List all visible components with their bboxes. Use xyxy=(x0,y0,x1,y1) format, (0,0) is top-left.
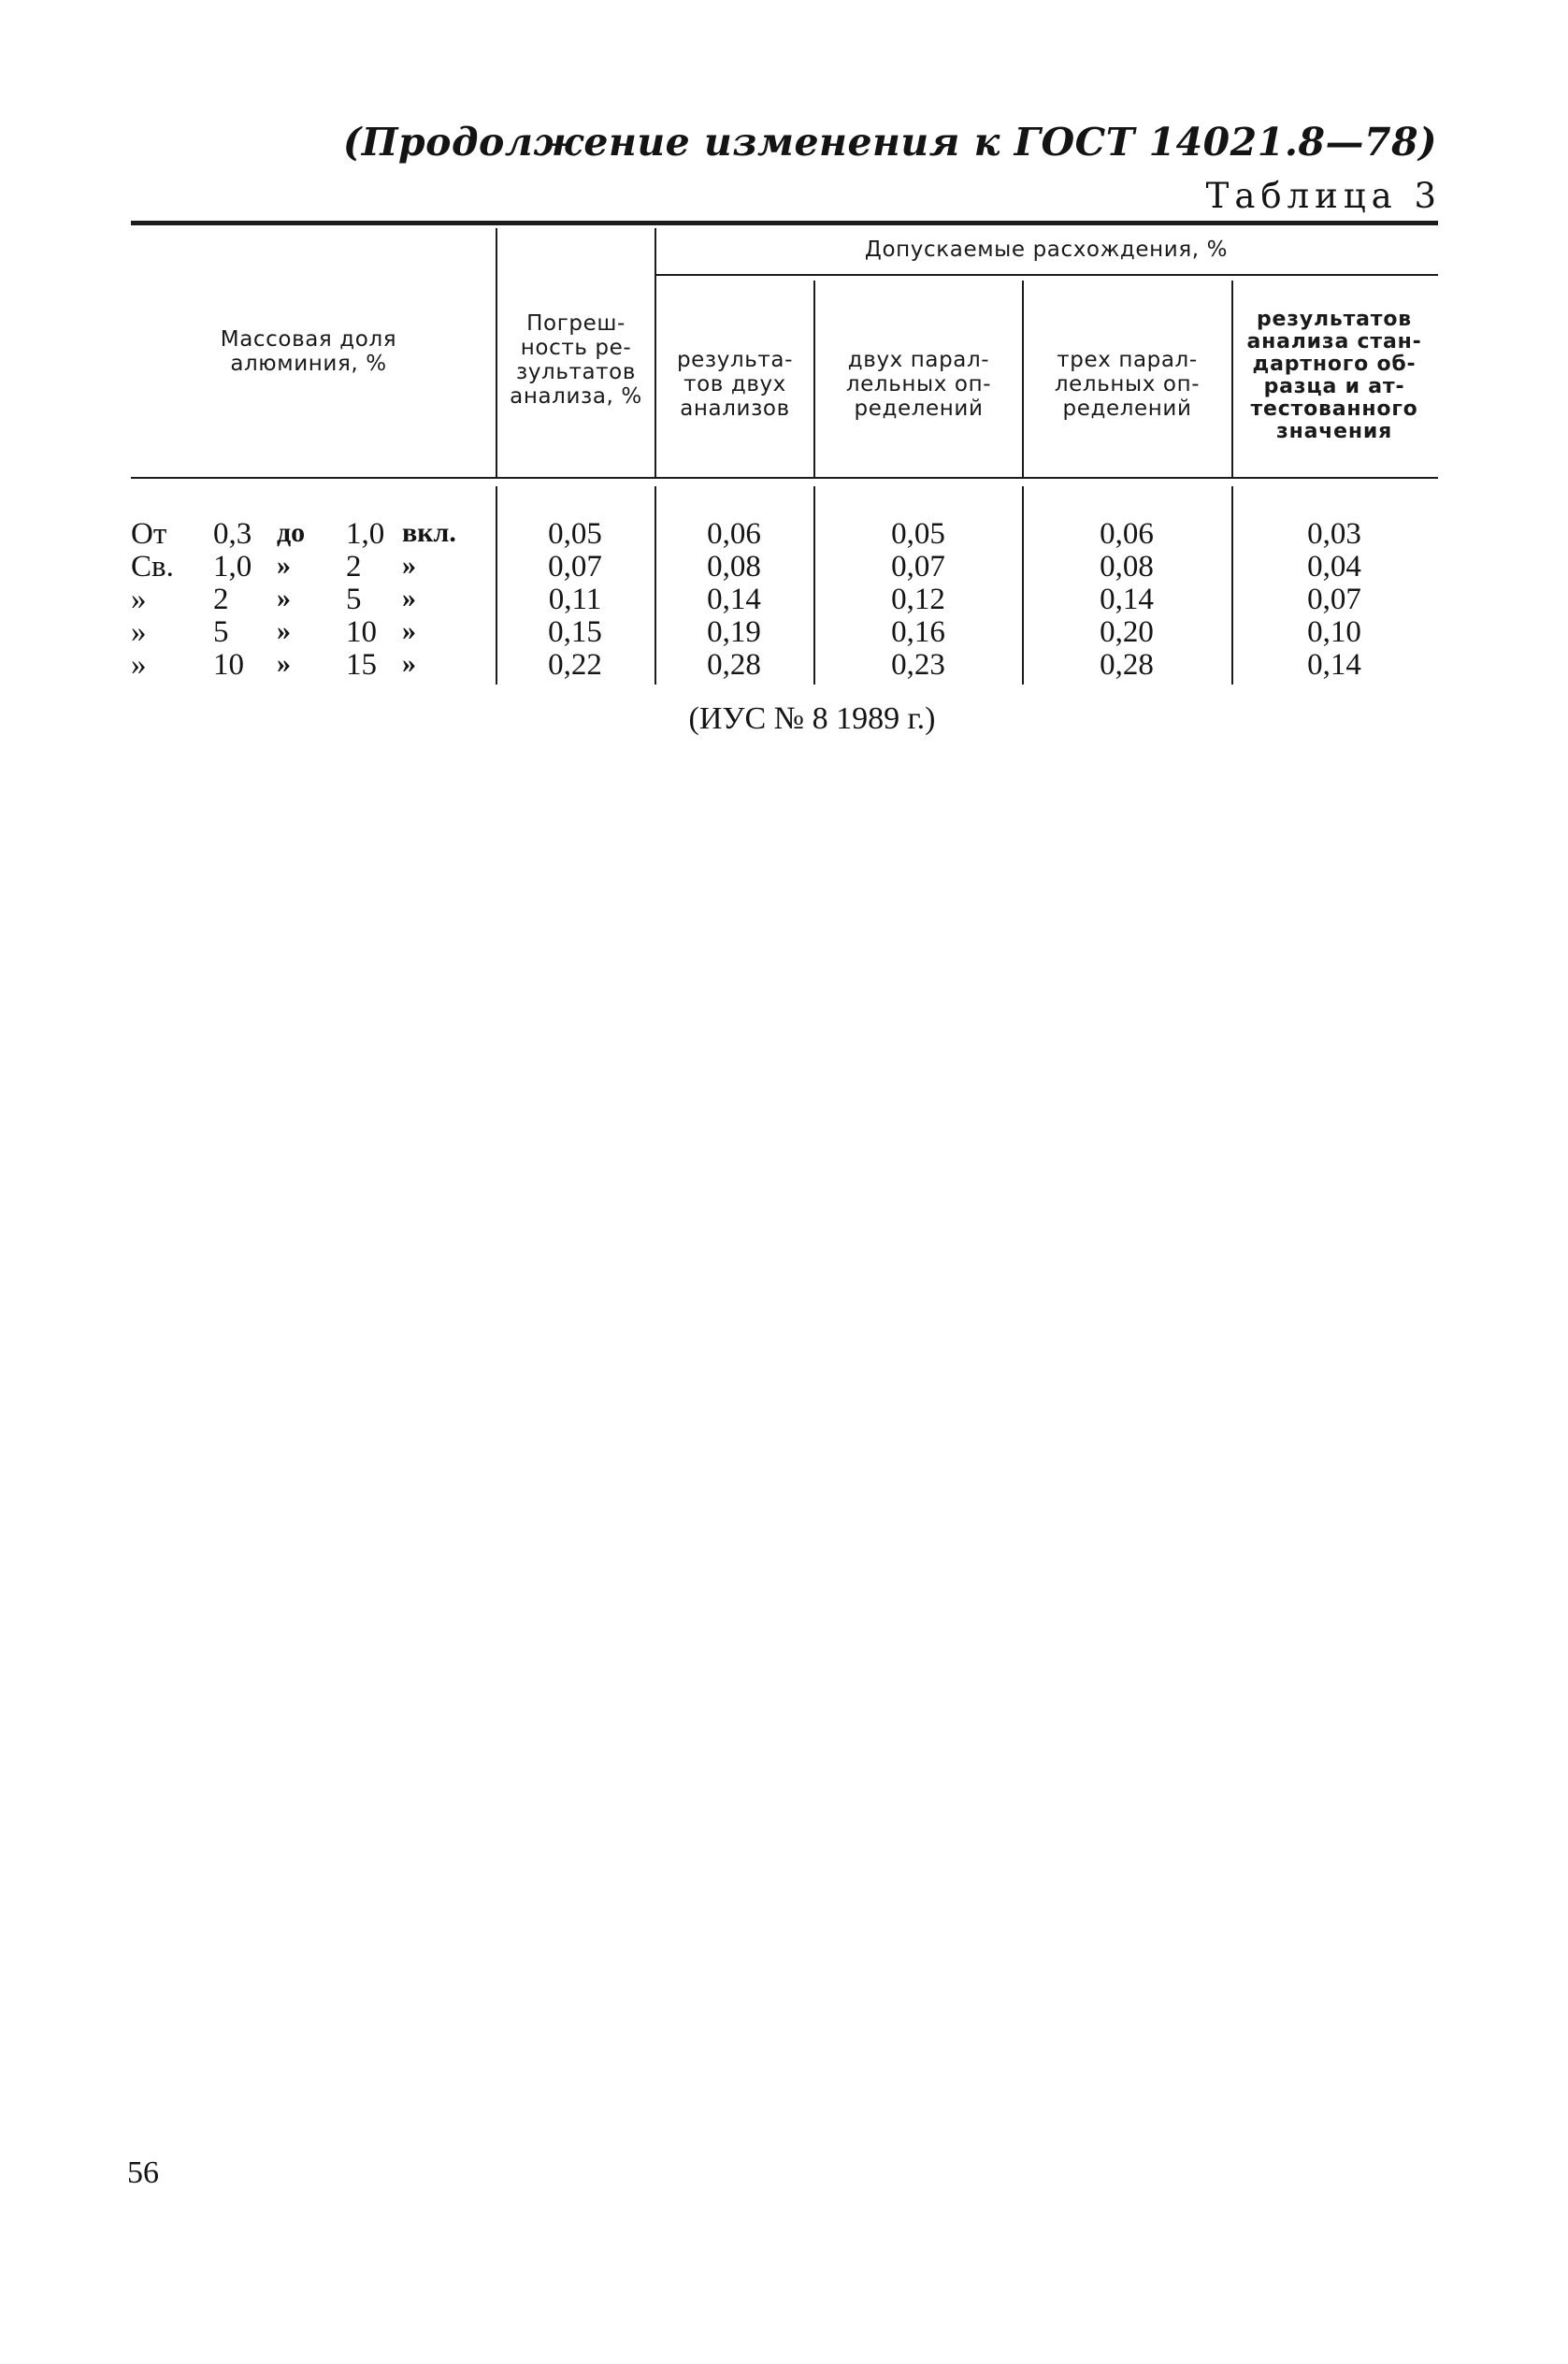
header-bottom-rule xyxy=(131,477,1438,479)
column-header-two-parallel: двух парал-лельных оп-ределений xyxy=(845,348,992,421)
range-upper-bound: 15 xyxy=(346,648,377,682)
range-suffix: » xyxy=(402,583,416,613)
table-cell-value: 0,05 xyxy=(891,517,945,551)
table-cell-value: 0,06 xyxy=(707,517,761,551)
table-cell-value: 0,07 xyxy=(1307,583,1361,616)
table-cell-value: 0,23 xyxy=(891,648,945,682)
amendment-title: (Продолжение изменения к ГОСТ 14021.8—78) xyxy=(342,120,1437,165)
table-cell-value: 0,15 xyxy=(548,615,602,649)
table-cell-value: 0,22 xyxy=(548,648,602,682)
table-cell-value: 0,07 xyxy=(548,550,602,584)
range-lower-bound: 1,0 xyxy=(213,550,252,584)
range-upper-bound: 2 xyxy=(346,550,362,584)
body-divider xyxy=(813,486,815,685)
header-divider xyxy=(813,281,815,477)
column-header-error: Погреш-ность ре-зультатов анализа, % xyxy=(510,311,642,409)
column-header-three-parallel: трех парал-лельных оп-ределений xyxy=(1054,348,1201,421)
table-cell-value: 0,19 xyxy=(707,615,761,649)
table-cell-value: 0,03 xyxy=(1307,517,1361,551)
body-divider xyxy=(655,486,656,685)
range-suffix: » xyxy=(402,648,416,679)
range-prefix: » xyxy=(131,583,147,616)
source-note: (ИУС № 8 1989 г.) xyxy=(688,701,936,736)
body-divider xyxy=(1231,486,1233,685)
range-prefix: » xyxy=(131,615,147,649)
table-cell-value: 0,16 xyxy=(891,615,945,649)
table-cell-value: 0,11 xyxy=(548,583,602,616)
column-header-two-analyses: результа-тов двух анализов xyxy=(676,348,794,421)
header-divider xyxy=(1231,281,1233,477)
header-divider xyxy=(655,228,656,477)
range-connector: до xyxy=(277,517,306,548)
table-label: Таблица 3 xyxy=(1205,176,1442,216)
range-prefix: Св. xyxy=(131,550,174,584)
range-upper-bound: 1,0 xyxy=(346,517,385,551)
header-divider xyxy=(1022,281,1024,477)
table-cell-value: 0,12 xyxy=(891,583,945,616)
range-lower-bound: 10 xyxy=(213,648,244,682)
range-lower-bound: 5 xyxy=(213,615,229,649)
column-header-standard-sample: результатов анализа стан-дартного об-разца и ат-тестованного значения xyxy=(1246,308,1422,443)
range-lower-bound: 0,3 xyxy=(213,517,252,551)
range-upper-bound: 10 xyxy=(346,615,377,649)
table-cell-value: 0,05 xyxy=(548,517,602,551)
page-number: 56 xyxy=(127,2155,159,2190)
range-prefix: » xyxy=(131,648,147,682)
table-cell-value: 0,28 xyxy=(1100,648,1154,682)
column-header-mass-fraction: Массовая доля алюминия, % xyxy=(220,327,397,376)
table-cell-value: 0,14 xyxy=(1307,648,1361,682)
table-cell-value: 0,14 xyxy=(707,583,761,616)
table-cell-value: 0,08 xyxy=(1100,550,1154,584)
table-cell-value: 0,04 xyxy=(1307,550,1361,584)
range-prefix: От xyxy=(131,517,167,551)
body-divider xyxy=(496,486,497,685)
table-cell-value: 0,10 xyxy=(1307,615,1361,649)
range-connector: » xyxy=(277,550,291,581)
table-top-rule xyxy=(131,221,1438,225)
table-cell-value: 0,07 xyxy=(891,550,945,584)
table-cell-value: 0,28 xyxy=(707,648,761,682)
range-suffix: » xyxy=(402,615,416,646)
table-cell-value: 0,08 xyxy=(707,550,761,584)
group-header-rule xyxy=(655,274,1438,276)
table-cell-value: 0,06 xyxy=(1100,517,1154,551)
range-suffix: вкл. xyxy=(402,517,456,548)
range-suffix: » xyxy=(402,550,416,581)
group-header-allowed-discrepancies: Допускаемые расхождения, % xyxy=(864,238,1229,262)
range-lower-bound: 2 xyxy=(213,583,229,616)
table-cell-value: 0,14 xyxy=(1100,583,1154,616)
range-connector: » xyxy=(277,615,291,646)
header-divider xyxy=(496,228,497,477)
range-upper-bound: 5 xyxy=(346,583,362,616)
body-divider xyxy=(1022,486,1024,685)
table-cell-value: 0,20 xyxy=(1100,615,1154,649)
range-connector: » xyxy=(277,648,291,679)
range-connector: » xyxy=(277,583,291,613)
